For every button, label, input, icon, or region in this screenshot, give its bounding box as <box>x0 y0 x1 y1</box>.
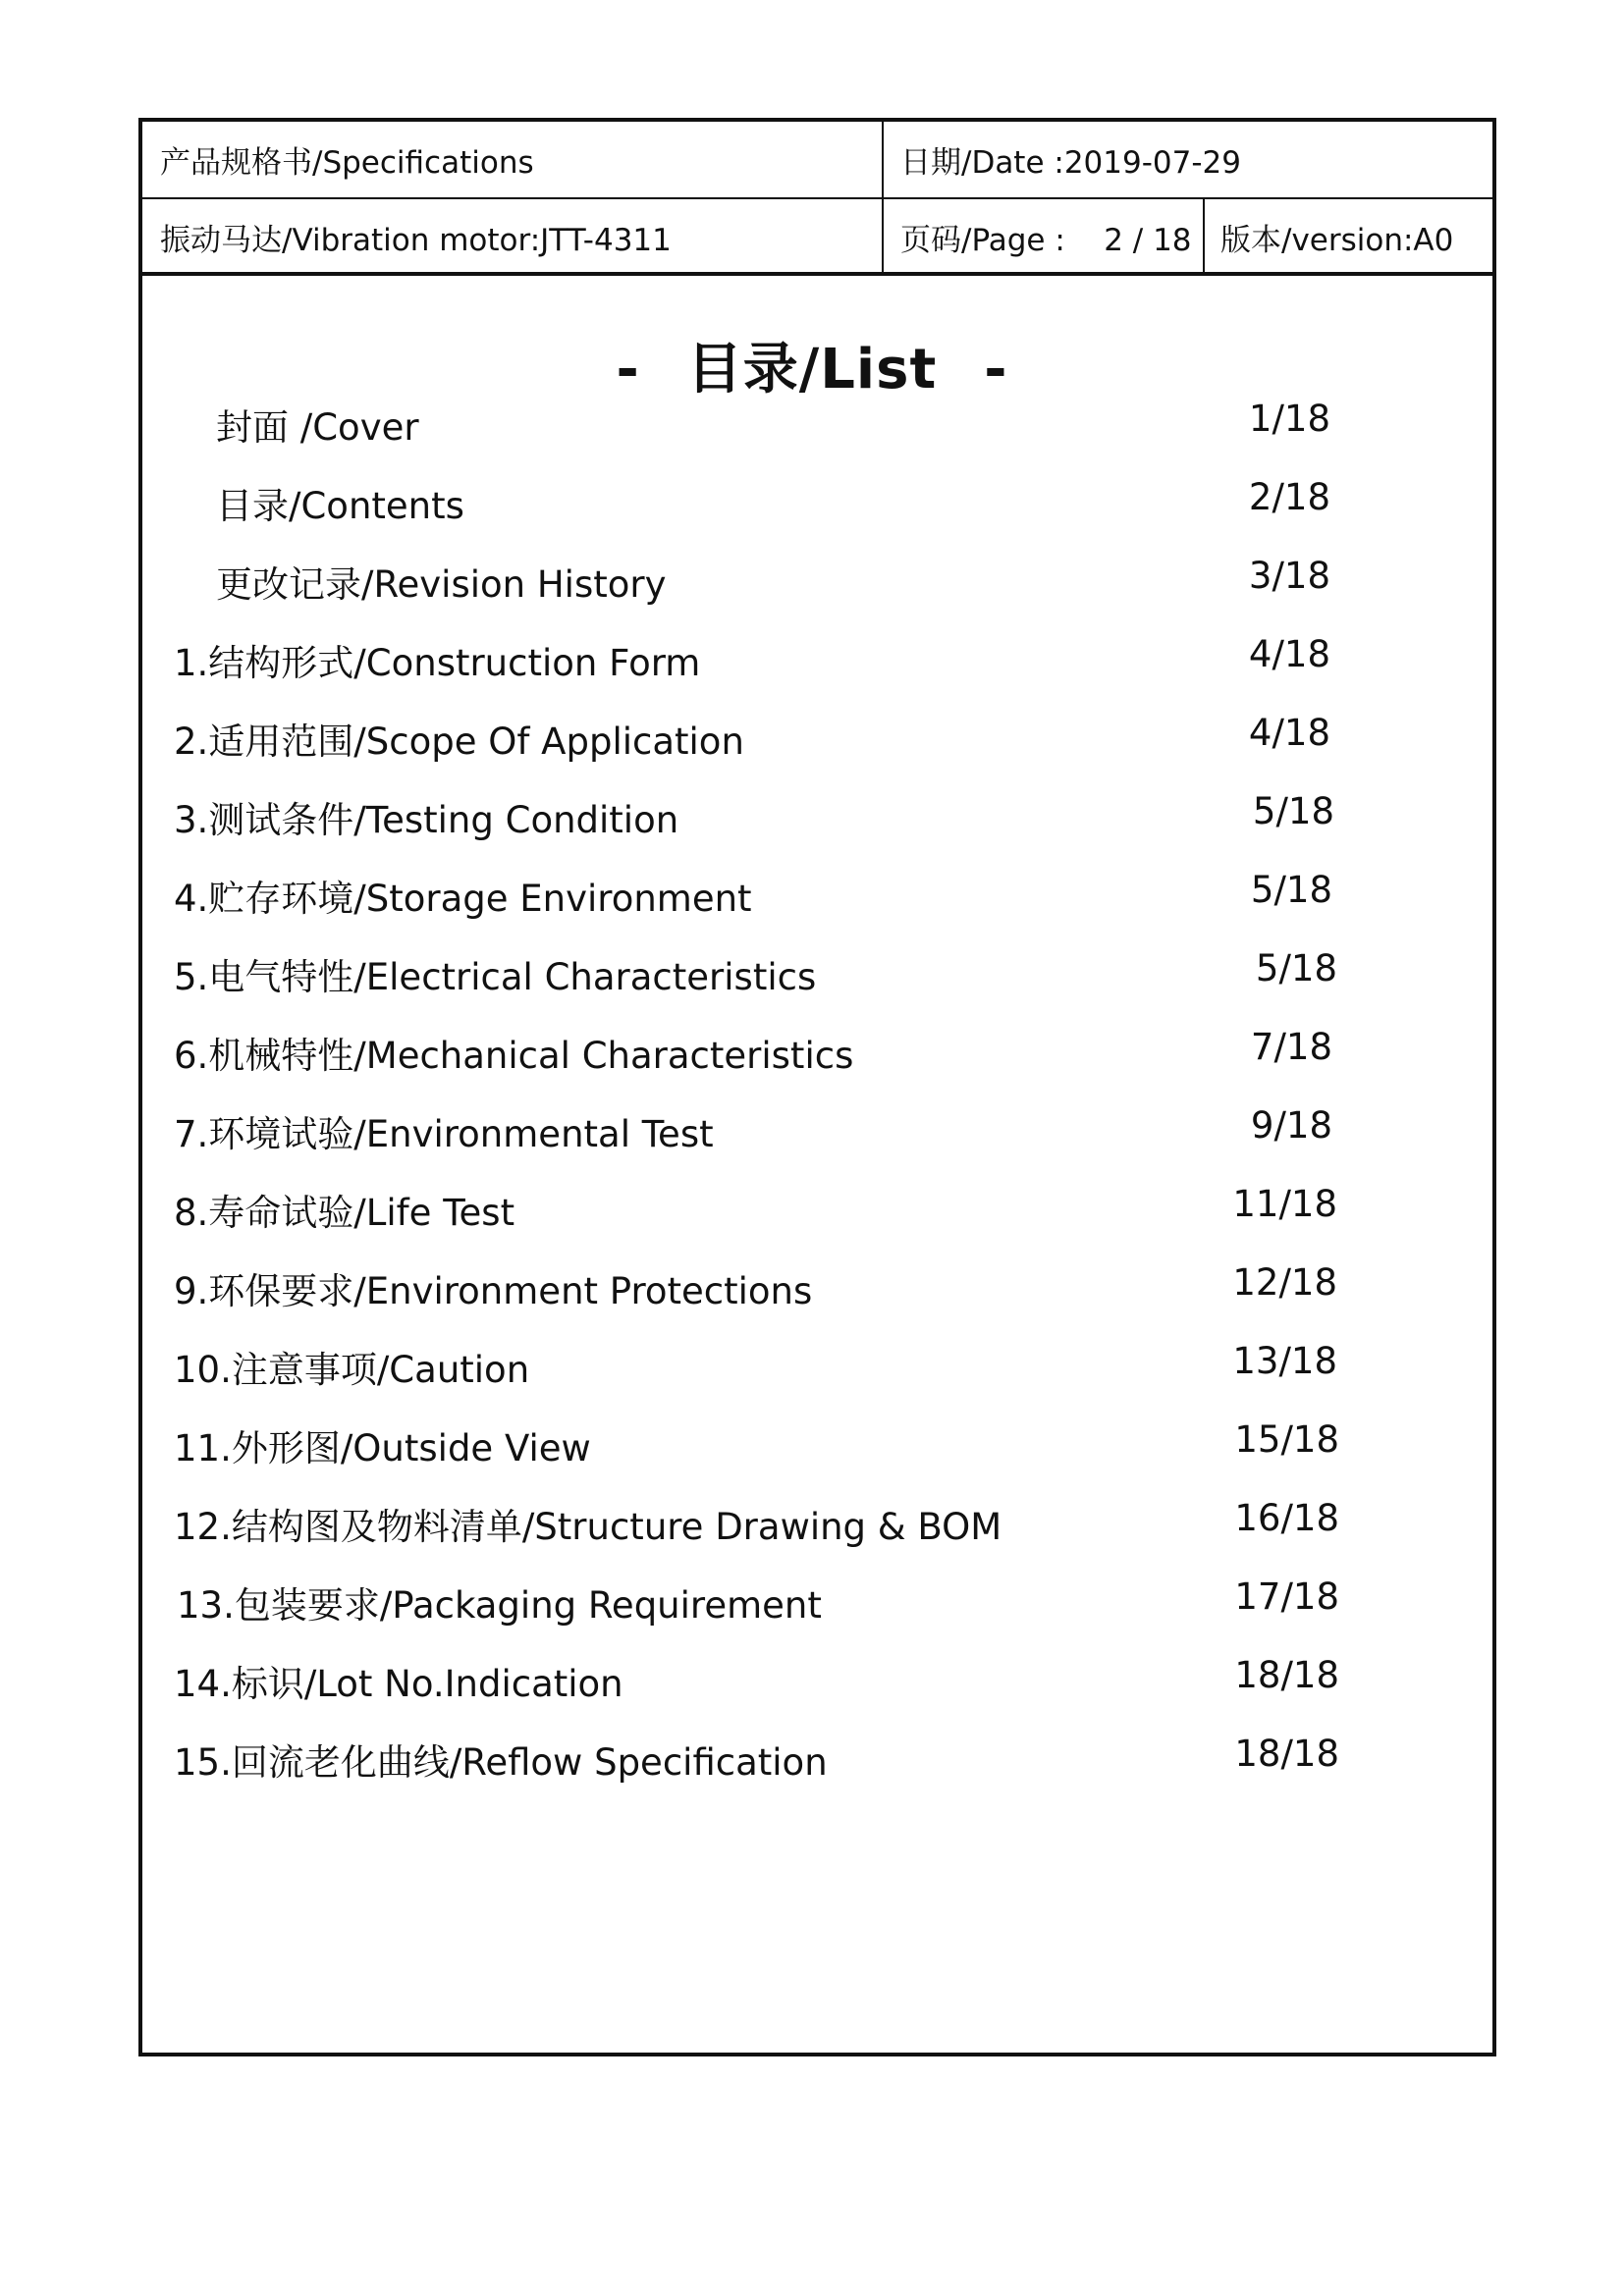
toc-entry-page: 15/18 <box>1234 1418 1339 1461</box>
toc-entry-label: 11.外形图/Outside View <box>174 1427 591 1469</box>
toc-row-cover[interactable] <box>0 398 1624 456</box>
toc-entry-label: 目录/Contents <box>216 485 464 527</box>
toc-entry-page: 3/18 <box>1248 555 1330 597</box>
toc-entry-page: 9/18 <box>1250 1104 1332 1147</box>
toc-entry-page: 4/18 <box>1248 633 1330 675</box>
title-left-dash: - <box>616 338 640 401</box>
toc-entry-label: 6.机械特性/Mechanical Characteristics <box>174 1035 854 1077</box>
toc-entry-label: 7.环境试验/Environmental Test <box>174 1113 714 1155</box>
toc-entry-label: 3.测试条件/Testing Condition <box>174 799 679 841</box>
toc-row-11[interactable] <box>0 1418 1624 1477</box>
toc-entry-page: 5/18 <box>1252 790 1334 832</box>
toc-entry-label: 10.注意事项/Caution <box>174 1349 530 1391</box>
page-label: 页码/Page : 2 / 18 <box>900 222 1192 258</box>
toc-row-1[interactable] <box>0 633 1624 692</box>
product-label: 振动马达/Vibration motor:JTT-4311 <box>160 222 672 258</box>
toc-entry-label: 2.适用范围/Scope Of Application <box>174 721 744 763</box>
toc-row-revision-history[interactable] <box>0 555 1624 614</box>
toc-entry-label: 13.包装要求/Packaging Requirement <box>177 1584 822 1627</box>
toc-row-12[interactable] <box>0 1497 1624 1556</box>
toc-entry-page: 1/18 <box>1248 398 1330 440</box>
toc-entry-label: 9.环保要求/Environment Protections <box>174 1270 813 1312</box>
toc-row-4[interactable] <box>0 869 1624 928</box>
toc-row-contents[interactable] <box>0 476 1624 535</box>
page-title <box>0 326 1624 404</box>
toc-entry-page: 13/18 <box>1232 1340 1337 1382</box>
toc-entry-page: 17/18 <box>1234 1575 1339 1618</box>
toc-entry-page: 7/18 <box>1250 1026 1332 1068</box>
toc-row-13[interactable] <box>0 1575 1624 1634</box>
toc-entry-page: 11/18 <box>1232 1183 1337 1225</box>
header-column-divider <box>882 122 884 272</box>
toc-entry-label: 5.电气特性/Electrical Characteristics <box>174 956 817 998</box>
version-label: 版本/version:A0 <box>1220 222 1454 258</box>
toc-row-14[interactable] <box>0 1654 1624 1713</box>
toc-row-2[interactable] <box>0 712 1624 771</box>
header-column-divider-secondary <box>1203 199 1205 272</box>
toc-row-6[interactable] <box>0 1026 1624 1085</box>
toc-entry-page: 18/18 <box>1234 1733 1339 1775</box>
toc-entry-page: 4/18 <box>1248 712 1330 754</box>
toc-entry-page: 12/18 <box>1232 1261 1337 1304</box>
toc-entry-label: 4.贮存环境/Storage Environment <box>174 878 752 920</box>
toc-entry-page: 16/18 <box>1234 1497 1339 1539</box>
spec-label: 产品规格书/Specifications <box>160 145 534 181</box>
toc-row-7[interactable] <box>0 1104 1624 1163</box>
title-right-dash: - <box>984 338 1008 401</box>
toc-entry-page: 18/18 <box>1234 1654 1339 1696</box>
toc-row-10[interactable] <box>0 1340 1624 1399</box>
toc-entry-label: 12.结构图及物料清单/Structure Drawing & BOM <box>174 1506 1002 1548</box>
title-text: 目录/List <box>686 338 938 401</box>
toc-entry-label: 1.结构形式/Construction Form <box>174 642 701 684</box>
toc-row-5[interactable] <box>0 947 1624 1006</box>
toc-entry-label: 14.标识/Lot No.Indication <box>174 1663 623 1705</box>
toc-entry-page: 2/18 <box>1248 476 1330 518</box>
toc-row-8[interactable] <box>0 1183 1624 1242</box>
toc-entry-page: 5/18 <box>1255 947 1337 989</box>
toc-row-15[interactable] <box>0 1733 1624 1791</box>
toc-entry-page: 5/18 <box>1250 869 1332 911</box>
toc-entry-label: 15.回流老化曲线/Reflow Specification <box>174 1741 828 1784</box>
toc-entry-label: 更改记录/Revision History <box>216 563 667 606</box>
toc-entry-label: 8.寿命试验/Life Test <box>174 1192 515 1234</box>
toc-row-3[interactable] <box>0 790 1624 849</box>
toc-row-9[interactable] <box>0 1261 1624 1320</box>
header-table <box>138 118 1496 276</box>
toc-entry-label: 封面 /Cover <box>216 406 419 449</box>
date-label: 日期/Date :2019-07-29 <box>900 145 1241 181</box>
